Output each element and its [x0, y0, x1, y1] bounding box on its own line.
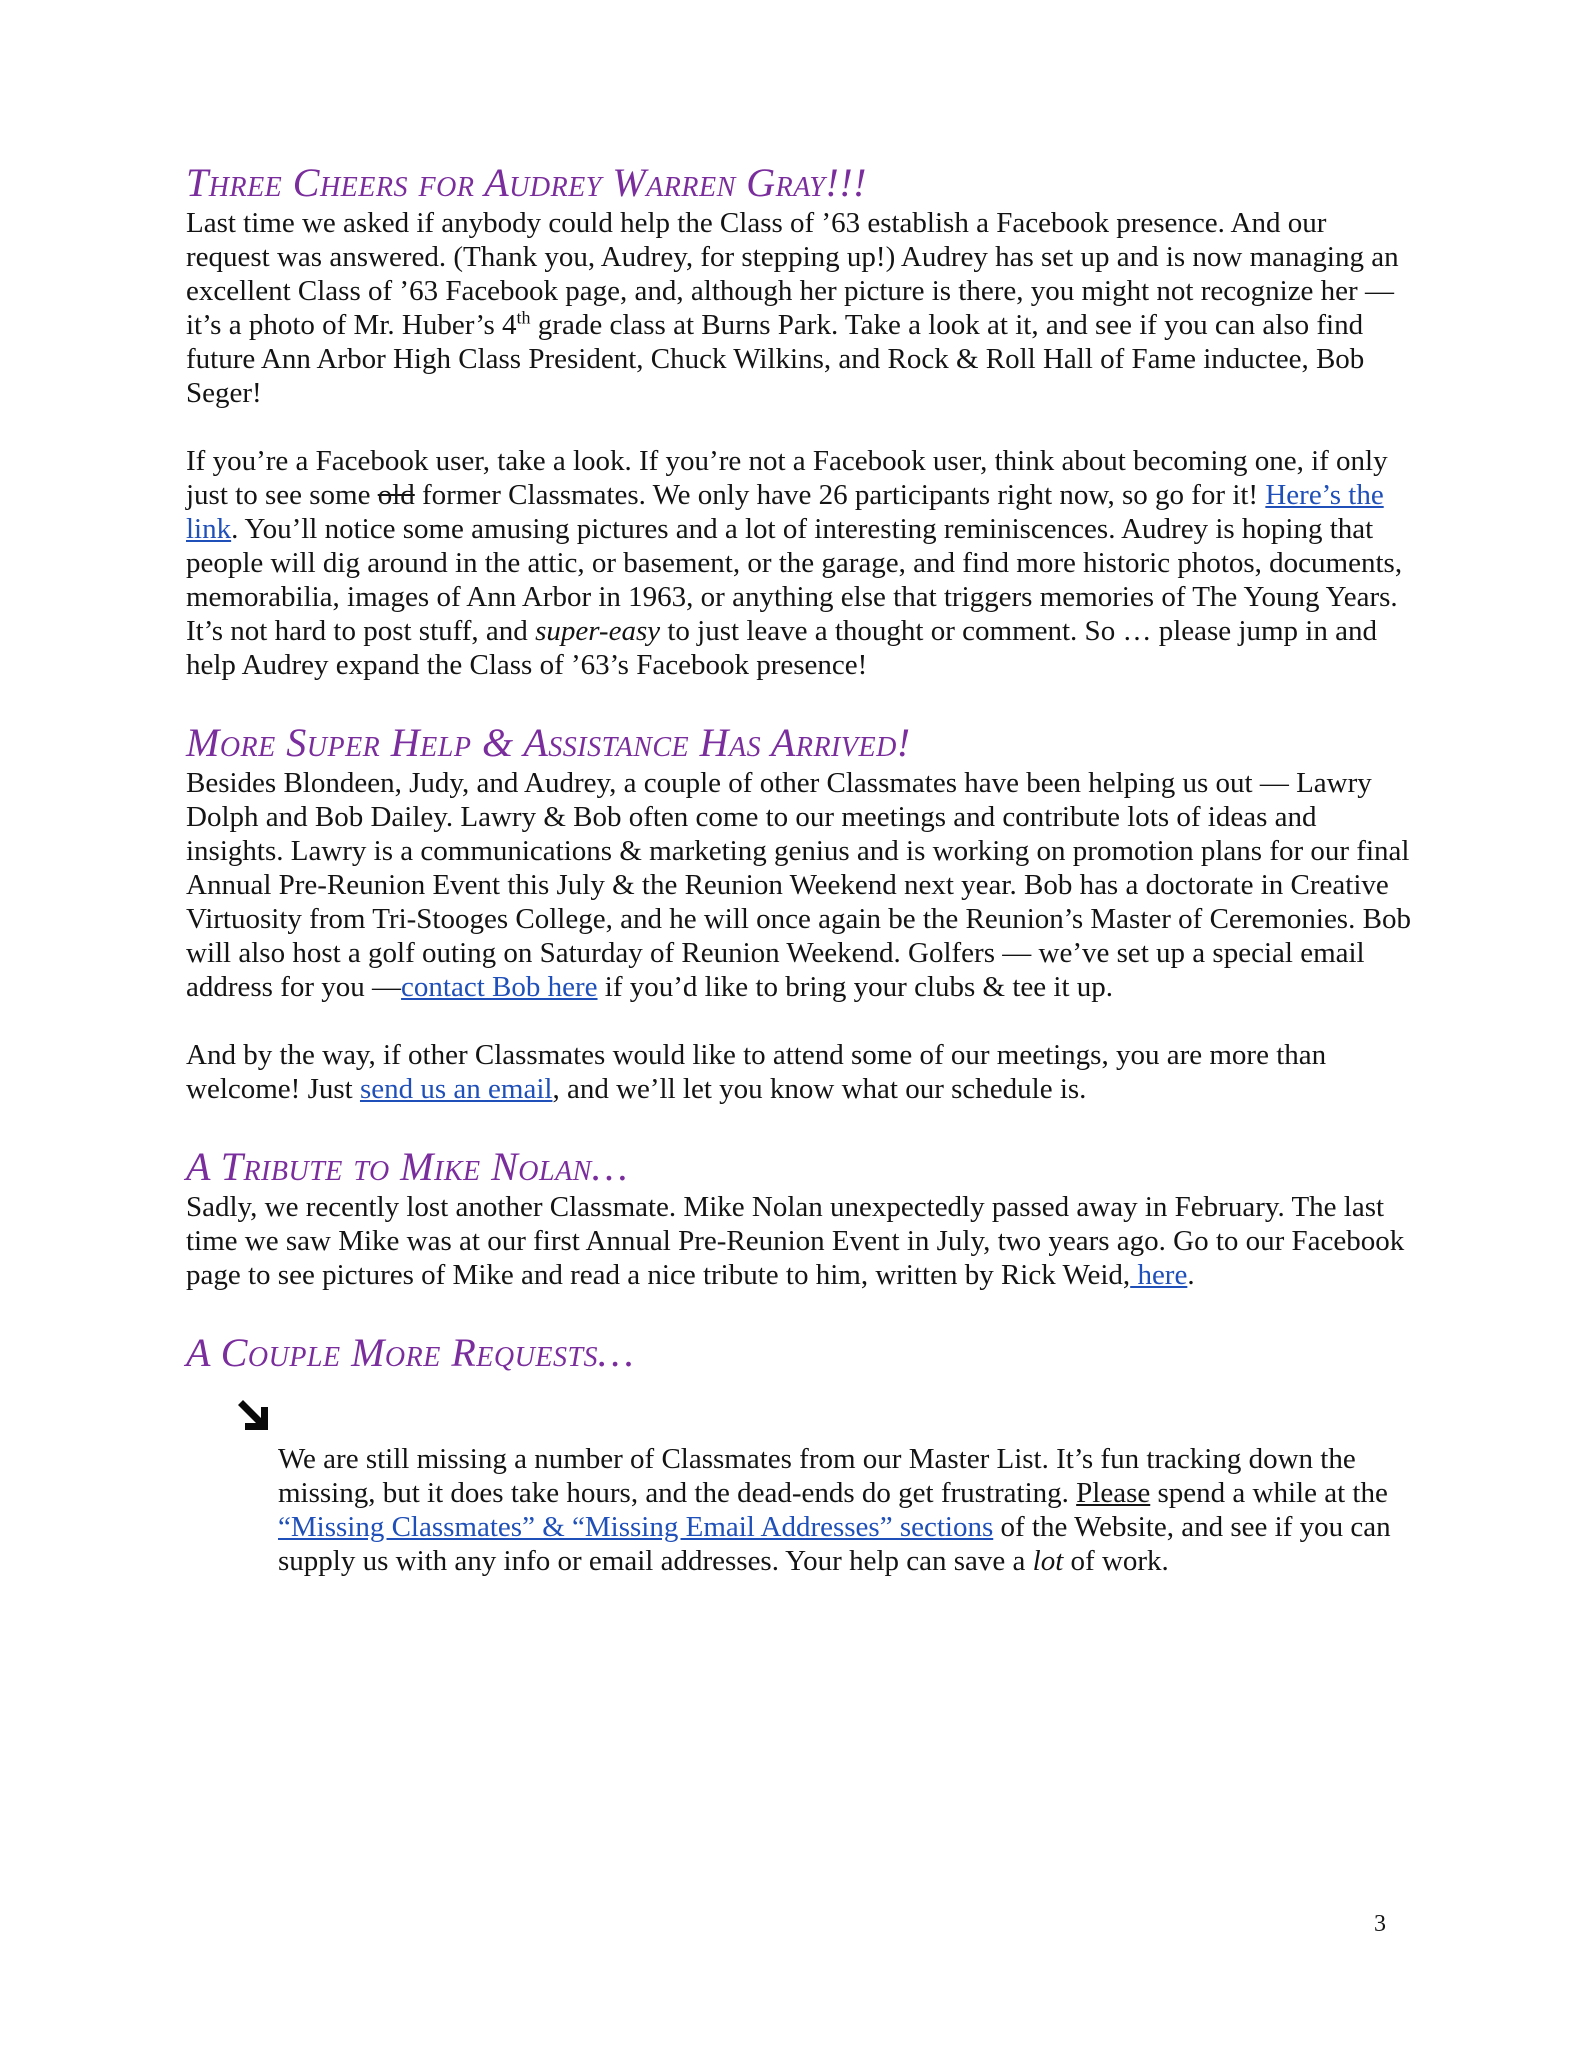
paragraph: Last time we asked if anybody could help the Class of ’63 establish a Facebook presence. And our request was answered. (Thank you, Audrey, for stepping up!) Audrey has set up and is now managing an excellent Class of ’63 Facebook page, and, although her picture is there, you might not recognize her — it’s a photo of Mr. Huber’s 4th grade class at Burns Park. Take a look at it, and see if you can also find future Ann Arbor High Class President, Chuck Wilkins, and Rock & Roll Hall of Fame inductee, Bob Seger!	[186, 207, 1399, 409]
section-super-help	[186, 720, 1411, 1106]
underlined-word: Please	[1076, 1477, 1151, 1509]
page-number: 3	[1374, 1911, 1386, 1937]
missing-classmates-link[interactable]: “Missing Classmates” & “Missing Email Addresses” sections	[278, 1511, 994, 1543]
section-tribute	[186, 1144, 1411, 1292]
section-requests	[186, 1330, 1411, 1578]
paragraph: Sadly, we recently lost another Classmate. Mike Nolan unexpectedly passed away in February. The last time we saw Mike was at our first Annual Pre-Reunion Event in July, two years ago. Go to our Facebook page to see pictures of Mike and read a nice tribute to him, written by Rick Weid, here.	[186, 1191, 1405, 1291]
section-heading: Three Cheers for Audrey Warren Gray!!!	[186, 160, 867, 205]
arrow-down-right-icon	[234, 1396, 274, 1436]
paragraph: And by the way, if other Classmates would like to attend some of our meetings, you are more than welcome! Just send us an email, and we’ll let you know what our schedule is.	[186, 1039, 1327, 1105]
contact-bob-link[interactable]: contact Bob here	[401, 971, 598, 1003]
struck-word: old	[377, 479, 415, 511]
section-heading: More Super Help & Assistance Has Arrived!	[186, 720, 911, 765]
paragraph: If you’re a Facebook user, take a look. If you’re not a Facebook user, think about becoming one, if only just to see some old former Classmates. We only have 26 participants right now, so go for it! Here’s the link. You’ll notice some amusing pictures and a lot of interesting reminiscences. Audrey is hoping that people will dig around in the attic, or basement, or the garage, and find more historic photos, documents, memorabilia, images of Ann Arbor in 1963, or anything else that triggers memories of The Young Years. It’s not hard to post stuff, and super-easy to just leave a thought or comment. So … please jump in and help Audrey expand the Class of ’63’s Facebook presence!	[186, 445, 1403, 681]
tribute-link[interactable]: here	[1130, 1259, 1188, 1291]
send-email-link[interactable]: send us an email	[359, 1073, 553, 1105]
paragraph: Besides Blondeen, Judy, and Audrey, a couple of other Classmates have been helping us out — Lawry Dolph and Bob Dailey. Lawry & Bob often come to our meetings and contribute lots of ideas and insights. Lawry is a communications & marketing genius and is working on promotion plans for our final Annual Pre-Reunion Event this July & the Reunion Weekend next year. Bob has a doctorate in Creative Virtuosity from Tri-Stooges College, and he will once again be the Reunion’s Master of Ceremonies. Bob will also host a golf outing on Saturday of Reunion Weekend. Golfers — we’ve set up a special email address for you —contact Bob here if you’d like to bring your clubs & tee it up.	[186, 767, 1411, 1003]
newsletter-page	[186, 160, 1411, 1578]
paragraph: We are still missing a number of Classmates from our Master List. It’s fun tracking down the missing, but it does take hours, and the dead-ends do get frustrating. Please spend a while at the “Missing Classmates” & “Missing Email Addresses” sections of the Website, and see if you can supply us with any info or email addresses. Your help can save a lot of work.	[278, 1443, 1391, 1577]
section-audrey-facebook	[186, 160, 1411, 682]
section-heading: A Couple More Requests…	[186, 1330, 635, 1375]
section-heading: A Tribute to Mike Nolan…	[186, 1144, 628, 1189]
facebook-link[interactable]: Here’s the link	[186, 479, 1384, 545]
